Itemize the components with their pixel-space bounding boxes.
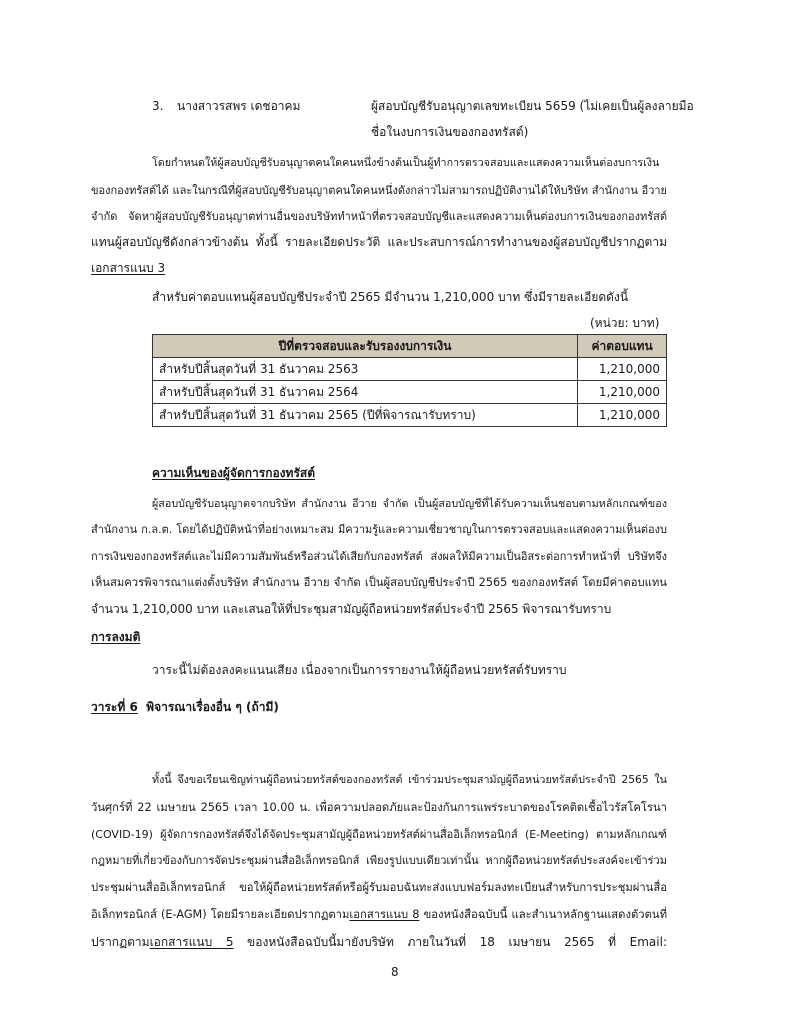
paragraph-line: ประชุมผ่านสื่ออิเล็กทรอนิกส์ ขอให้ผู้ถือหน่วยทรัสต์หรือผู้รับมอบฉันทะส่งแบบฟอร์มลงทะเบียนสำหรับการประชุมผ่านสื่อ	[91, 881, 667, 894]
fee-intro: สำหรับค่าตอบแทนผู้สอบบัญชีประจำปี 2565 มีจำนวน 1,210,000 บาท ซึ่งมีรายละเอียดดังนี้	[152, 290, 629, 304]
paragraph-line: กฎหมายที่เกี่ยวข้องกับการจัดประชุมผ่านสื่ออิเล็กทรอนิกส์ เพียงรูปแบบเดียวเท่านั้น หากผู้ถือหน่วยทรัสต์ประสงค์จะเข้าร่วม	[91, 854, 667, 867]
paragraph-line: ผู้สอบบัญชีรับอนุญาตจากบริษัท สำนักงาน อีวาย จำกัด เป็นผู้สอบบัญชีที่ได้รับความเห็นชอบตามหลักเกณฑ์ของ	[152, 497, 667, 510]
table-header-row	[153, 335, 667, 358]
period-cell: สำหรับปีสิ้นสุดวันที่ 31 ธันวาคม 2563	[153, 358, 578, 381]
paragraph-line: (COVID-19) ผู้จัดการกองทรัสต์จึงได้จัดประชุมสามัญผู้ถือหน่วยทรัสต์ผ่านสื่ออิเล็กทรอนิกส์ (E-Meeting) ตามหลักเกณฑ์	[91, 828, 667, 841]
table-row	[153, 404, 667, 427]
paragraph-line: จำกัด จัดหาผู้สอบบัญชีรับอนุญาตท่านอื่นของบริษัททำหน้าที่ตรวจสอบบัญชีและแสดงความเห็นต่องบการเงินของกองทรัสต์	[91, 210, 667, 223]
attachment-3-link[interactable]: เอกสารแนบ 3	[91, 261, 166, 275]
paragraph-line: แทนผู้สอบบัญชีดังกล่าวข้างต้น ทั้งนี้ รายละเอียดประวัติ และประสบการณ์การทำงานของผู้สอบบัญชีปรากฏตาม	[91, 235, 667, 249]
text-run: ของหนังสือฉบับนี้มายังบริษัท ภายในวันที่ 18 เมษายน 2565 ที่ Email:	[233, 935, 667, 949]
paragraph-line: ของกองทรัสต์ได้ และในกรณีที่ผู้สอบบัญชีรับอนุญาตคนใดคนหนึ่งดังกล่าวไม่สามารถปฏิบัติงานได้ให้บริษัท สำนักงาน อีวาย	[91, 184, 667, 197]
page-number: 8	[391, 965, 399, 979]
fee-cell: 1,210,000	[578, 381, 667, 404]
paragraph-line: วันศุกร์ที่ 22 เมษายน 2565 เวลา 10.00 น. เพื่อความปลอดภัยและป้องกันการแพร่ระบาดของโรคติดเชื้อไวรัสโคโรนา	[91, 801, 667, 814]
attachment-8-link[interactable]: เอกสารแนบ 8	[349, 908, 420, 921]
text-run: อิเล็กทรอนิกส์ (E-AGM) โดยมีรายละเอียดปรากฏตาม	[91, 908, 350, 921]
auditor-number: 3.	[152, 99, 164, 113]
fee-cell: 1,210,000	[578, 404, 667, 427]
agenda-6-title: พิจารณาเรื่องอื่น ๆ (ถ้ามี)	[146, 700, 279, 714]
text-run: ของหนังสือฉบับนี้ และสำเนาหลักฐานแสดงตัวตนที่	[419, 908, 667, 921]
paragraph-line	[91, 907, 667, 923]
fee-table	[152, 334, 667, 427]
fee-cell: 1,210,000	[578, 358, 667, 381]
agenda-6-label: วาระที่ 6	[91, 700, 138, 714]
auditor-detail: ชื่อในงบการเงินของกองทรัสต์)	[371, 125, 529, 139]
auditor-name: นางสาวรสพร เดชอาคม	[177, 99, 301, 113]
resolution-heading: การลงมติ	[91, 630, 141, 644]
text-run: ปรากฏตาม	[91, 935, 150, 949]
opinion-heading: ความเห็นของผู้จัดการกองทรัสต์	[152, 466, 316, 480]
paragraph-line	[91, 934, 667, 950]
column-header-period: ปีที่ตรวจสอบและรับรองงบการเงิน	[153, 335, 578, 358]
paragraph-line: จำนวน 1,210,000 บาท และเสนอให้ที่ประชุมสามัญผู้ถือหน่วยทรัสต์ประจำปี 2565 พิจารณารับทราบ	[91, 602, 612, 616]
paragraph-line: ทั้งนี้ จึงขอเรียนเชิญท่านผู้ถือหน่วยทรัสต์ของกองทรัสต์ เข้าร่วมประชุมสามัญผู้ถือหน่วยทรัสต์ประจำปี 2565 ใน	[152, 773, 667, 786]
table-row	[153, 358, 667, 381]
paragraph-line: การเงินของกองทรัสต์และไม่มีความสัมพันธ์หรือส่วนได้เสียกับกองทรัสต์ ส่งผลให้มีความเป็นอิสระต่อการทำหน้าที่ บริษัทจึง	[91, 550, 667, 563]
period-cell: สำหรับปีสิ้นสุดวันที่ 31 ธันวาคม 2565 (ปีที่พิจารณารับทราบ)	[153, 404, 578, 427]
paragraph-line: เห็นสมควรพิจารณาแต่งตั้งบริษัท สำนักงาน อีวาย จำกัด เป็นผู้สอบบัญชีประจำปี 2565 ของกองทรัสต์ โดยมีค่าตอบแทน	[91, 576, 667, 589]
column-header-fee: ค่าตอบแทน	[578, 335, 667, 358]
unit-note: (หน่วย: บาท)	[590, 316, 660, 330]
paragraph-line: โดยกำหนดให้ผู้สอบบัญชีรับอนุญาตคนใดคนหนึ่งข้างต้นเป็นผู้ทำการตรวจสอบและแสดงความเห็นต่องบการเงิน	[152, 156, 660, 169]
resolution-text: วาระนี้ไม่ต้องลงคะแนนเสียง เนื่องจากเป็นการรายงานให้ผู้ถือหน่วยทรัสต์รับทราบ	[152, 663, 567, 677]
period-cell: สำหรับปีสิ้นสุดวันที่ 31 ธันวาคม 2564	[153, 381, 578, 404]
table-row	[153, 381, 667, 404]
paragraph-line: สำนักงาน ก.ล.ต. โดยได้ปฏิบัติหน้าที่อย่างเหมาะสม มีความรู้และความเชี่ยวชาญในการตรวจสอบและแสดงความเห็นต่องบ	[91, 523, 667, 536]
agenda-6-heading	[91, 699, 279, 715]
attachment-5-link[interactable]: เอกสารแนบ 5	[149, 935, 234, 949]
auditor-detail: ผู้สอบบัญชีรับอนุญาตเลขทะเบียน 5659 (ไม่เคยเป็นผู้ลงลายมือ	[371, 99, 694, 113]
